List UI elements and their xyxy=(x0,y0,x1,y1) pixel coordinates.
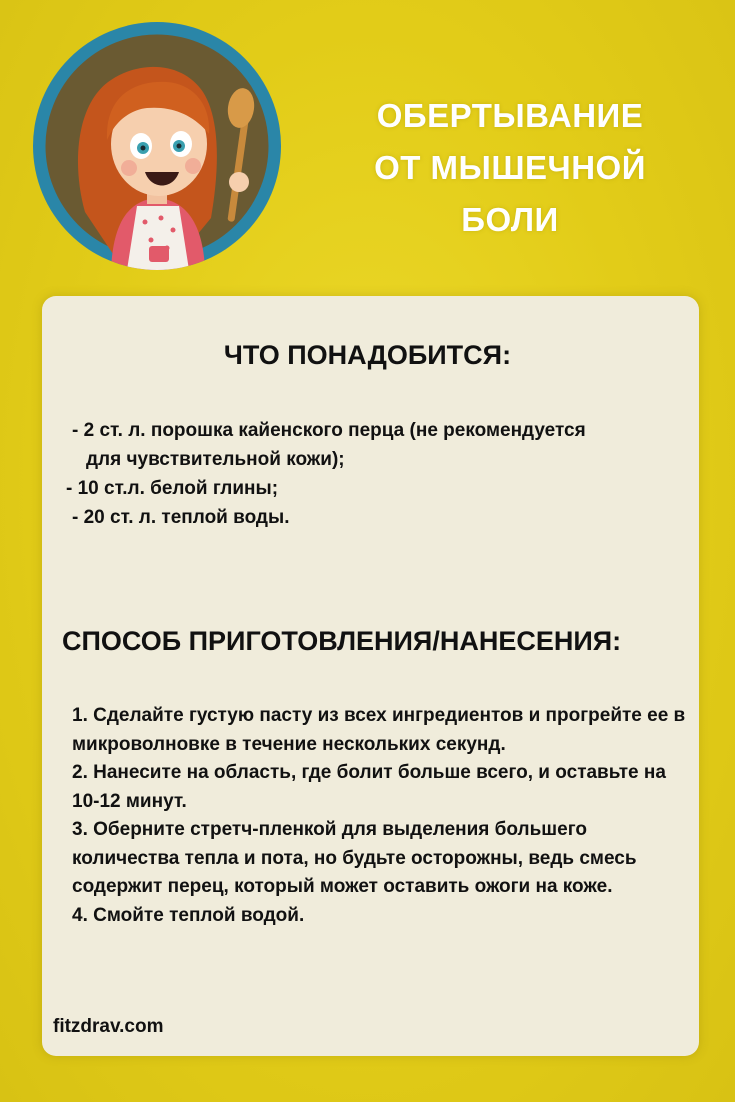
ingredient-text-continued: для чувствительной кожи); xyxy=(86,449,345,470)
steps-list xyxy=(72,702,697,930)
title-line: ОБЕРТЫВАНИЕ xyxy=(376,97,644,134)
method-heading: СПОСОБ ПРИГОТОВЛЕНИЯ/НАНЕСЕНИЯ: xyxy=(62,626,622,656)
ingredient-item: - 10 ст.л. белой глины; xyxy=(66,478,279,499)
needed-heading: ЧТО ПОНАДОБИТСЯ: xyxy=(223,340,512,370)
source-label: fitzdrav.com xyxy=(53,1016,164,1037)
ingredient-item: - 20 ст. л. теплой воды. xyxy=(72,507,290,528)
ingredient-item xyxy=(72,416,672,474)
title-line: ОТ МЫШЕЧНОЙ xyxy=(374,149,646,186)
step-item: 1. Сделайте густую пасту из всех ингредиентов и прогрейте ее в микроволновке в течение нескольких секунд. xyxy=(72,705,686,755)
step-item: 4. Смойте теплой водой. xyxy=(72,904,305,926)
page-title xyxy=(345,90,675,246)
title-line: БОЛИ xyxy=(461,201,559,238)
girl-with-wooden-spoon-icon xyxy=(33,22,281,270)
content-card xyxy=(42,296,699,1056)
step-item: 3. Оберните стретч-пленкой для выделения большего количества тепла и пота, но будьте осторожны, ведь смесь содержит перец, который может оставить ожоги на коже. xyxy=(72,819,637,897)
step-item: 2. Нанесите на область, где болит больше всего, и оставьте на 10-12 минут. xyxy=(72,762,666,812)
ingredient-text: - 2 ст. л. порошка кайенского перца (не рекомендуется xyxy=(72,420,586,441)
